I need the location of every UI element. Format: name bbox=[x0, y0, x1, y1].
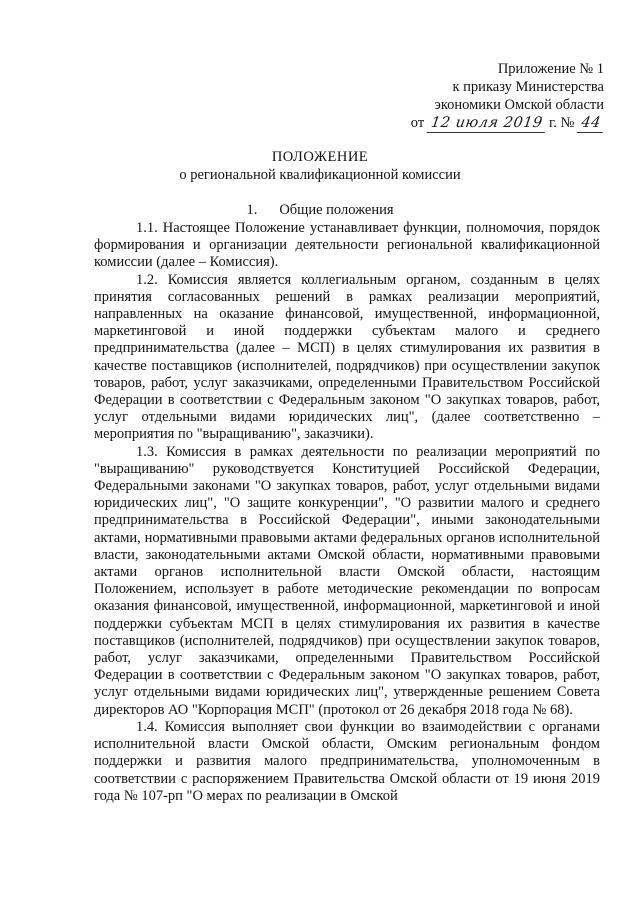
appendix-date-line bbox=[411, 114, 604, 133]
paragraph-1-4: 1.4. Комиссия выполняет свои функции во взаимодействии с органами исполнительной власти Омской области, Омским региональным фондом поддержки и развития малого предпринимательства, уполномоченным в соответствии с распоряжением Правительства Омской области от 19 июня 2019 года № 107-рп "О мерах по реализации в Омской bbox=[94, 718, 600, 804]
appendix-block bbox=[411, 60, 604, 133]
paragraph-1-2: 1.2. Комиссия является коллегиальным органом, созданным в целях принятия согласованных решений в рамках реализации мероприятий, направленных на оказание финансовой, имущественной, информационной, маркетинговой и иной поддержки субъектам малого и среднего предпринимательства (далее – МСП) в целях стимулирования их развития в качестве поставщиков (исполнителей, подрядчиков) при осуществлении закупок товаров, работ, услуг заказчиками, определенными Правительством Российской Федерации в соответствии с Федеральным законом "О закупках товаров, работ, услуг отдельными видами юридических лиц", (далее соответственно – мероприятия по "выращиванию", заказчики). bbox=[94, 271, 600, 443]
handwritten-date: 12 июля 2019 bbox=[426, 114, 546, 133]
appendix-from-prefix: от bbox=[410, 115, 425, 131]
document-title: ПОЛОЖЕНИЕ bbox=[271, 149, 369, 165]
paragraph-1-3: 1.3. Комиссия в рамках деятельности по реализации мероприятий по "выращиванию" руководствуется Конституцией Российской Федерации, Федеральными законами "О закупках товаров, работ, услуг отдельными видами юридических лиц", "О защите конкуренции", "О развитии малого и среднего предпринимательства в Российской Федерации", иными законодательными актами, нормативными правовыми актами федеральных органов исполнительной власти, законодательными актами Омской области, нормативными правовыми актами органов исполнительной власти Омской области, настоящим Положением, использует в работе методические рекомендации по вопросам оказания финансовой, имущественной, информационной, маркетинговой и иной поддержки субъектам МСП в целях стимулирования их развития в качестве поставщиков (исполнителей, подрядчиков) при осуществлении закупок товаров, работ, услуг заказчиками, определенными Правительством Российской Федерации в соответствии с Федеральным законом "О закупках товаров, работ, услуг отдельными видами юридических лиц", утвержденные решением Совета директоров АО "Корпорация МСП" (протокол от 26 декабря 2018 года № 68). bbox=[94, 443, 600, 718]
handwritten-order-number: 44 bbox=[577, 114, 606, 133]
document-body bbox=[94, 220, 600, 805]
appendix-line-3: экономики Омской области bbox=[434, 97, 604, 113]
document-subtitle: о региональной квалификационной комиссии bbox=[179, 167, 461, 183]
section-heading bbox=[0, 201, 640, 219]
appendix-year-suffix: г. № bbox=[548, 115, 575, 131]
section-title: Общие положения bbox=[279, 202, 394, 218]
section-number: 1. bbox=[246, 202, 258, 218]
paragraph-1-1: 1.1. Настоящее Положение устанавливает функции, полномочия, порядок формирования и организации деятельности региональной квалификационной комиссии (далее – Комиссия). bbox=[94, 220, 600, 271]
appendix-line-1: Приложение № 1 bbox=[497, 61, 604, 77]
appendix-line-2: к приказу Министерства bbox=[452, 79, 604, 95]
